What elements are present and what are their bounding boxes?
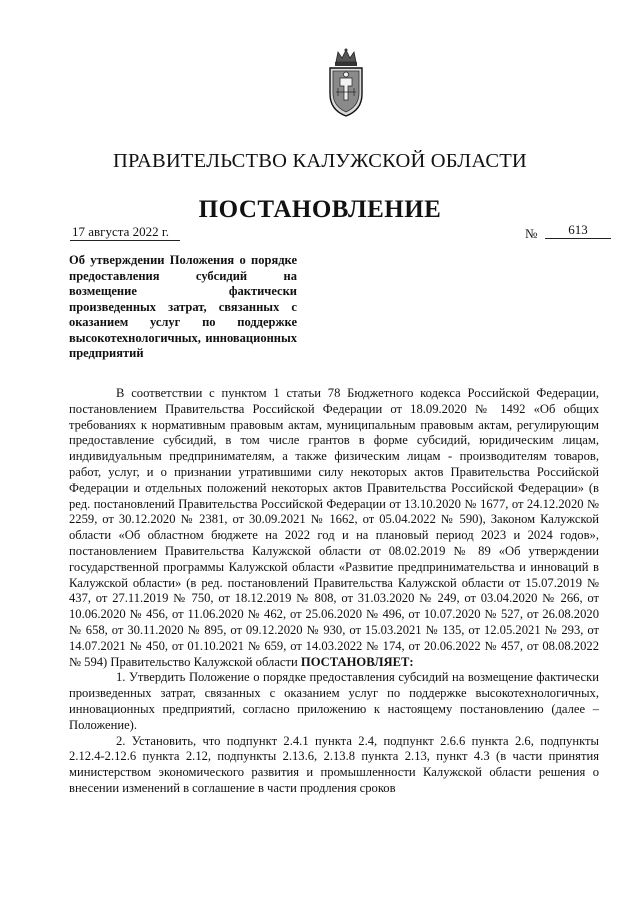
number-label: № bbox=[525, 226, 538, 241]
document-type-title: ПОСТАНОВЛЕНИЕ bbox=[198, 196, 442, 223]
organization-title: ПРАВИТЕЛЬСТВО КАЛУЖСКОЙ ОБЛАСТИ bbox=[113, 150, 527, 172]
document-body bbox=[69, 386, 599, 797]
document-number: 613 bbox=[545, 222, 611, 239]
coat-of-arms-emblem bbox=[324, 48, 368, 118]
clause-1-paragraph: 1. Утвердить Положение о порядке предоставления субсидий на возмещение фактически произведенных затрат, связанных с оказанием услуг по поддержке высокотехнологичных, инновационных предприятий, согласно приложению к настоящему постановлению (далее – Положение). bbox=[69, 670, 599, 732]
preamble-paragraph bbox=[69, 386, 599, 670]
document-subject: Об утверждении Положения о порядке предоставления субсидий на возмещение фактически произведенных затрат, связанных с оказанием услуг по поддержке высокотехнологичных, инновационных предприятий bbox=[69, 253, 297, 360]
preamble-text: В соответствии с пунктом 1 статьи 78 Бюджетного кодекса Российской Федерации, постановлением Правительства Российской Федерации от 18.09.2020 № 1492 «Об общих требованиях к нормативным правовым актам, муниципальным правовым актам, регулирующим предоставление субсидий, в том числе грантов в форме субсидий, юридическим лицам, индивидуальным предпринимателям, а также физическим лицам - производителям товаров, работ, услуг, и о признании утратившими силу некоторых актов Правительства Российской Федерации и отдельных положений некоторых актов Правительства Российской Федерации» (в ред. постановлений Правительства Российской Федерации от 13.10.2020 № 1677, от 24.12.2020 № 2259, от 30.12.2020 № 2381, от 30.09.2021 № 1662, от 05.04.2022 № 590), Законом Калужской области «Об областном бюджете на 2022 год и на плановый период 2023 и 2024 годов», постановлением Правительства Калужской области от 08.02.2019 № 89 «Об утверждении государственной программы Калужской области «Развитие предпринимательства и инноваций в Калужской области» (в ред. постановлений Правительства Калужской области от 15.07.2019 № 437, от 27.11.2019 № 750, от 18.12.2019 № 808, от 31.03.2020 № 249, от 03.04.2020 № 266, от 10.06.2020 № 456, от 11.06.2020 № 462, от 25.06.2020 № 496, от 10.07.2020 № 527, от 26.08.2020 № 658, от 30.11.2020 № 895, от 09.12.2020 № 930, от 15.03.2021 № 135, от 12.05.2021 № 293, от 14.07.2021 № 450, от 01.10.2021 № 659, от 14.03.2022 № 174, от 20.06.2022 № 457, от 08.08.2022 № 594) Правительство Калужской области bbox=[69, 386, 599, 669]
document-date: 17 августа 2022 г. bbox=[70, 224, 180, 241]
decree-word: ПОСТАНОВЛЯЕТ: bbox=[300, 654, 414, 669]
clause-2-paragraph: 2. Установить, что подпункт 2.4.1 пункта 2.4, подпункт 2.6.6 пункта 2.6, подпункты 2.12.4-2.12.6 пункта 2.12, подпункты 2.13.6, 2.13.8 пункта 2.13, пункт 4.3 (в части принятия министерством экономического развития и промышленности Калужской области решения о внесении изменений в соглашение в части продления сроков bbox=[69, 733, 599, 795]
